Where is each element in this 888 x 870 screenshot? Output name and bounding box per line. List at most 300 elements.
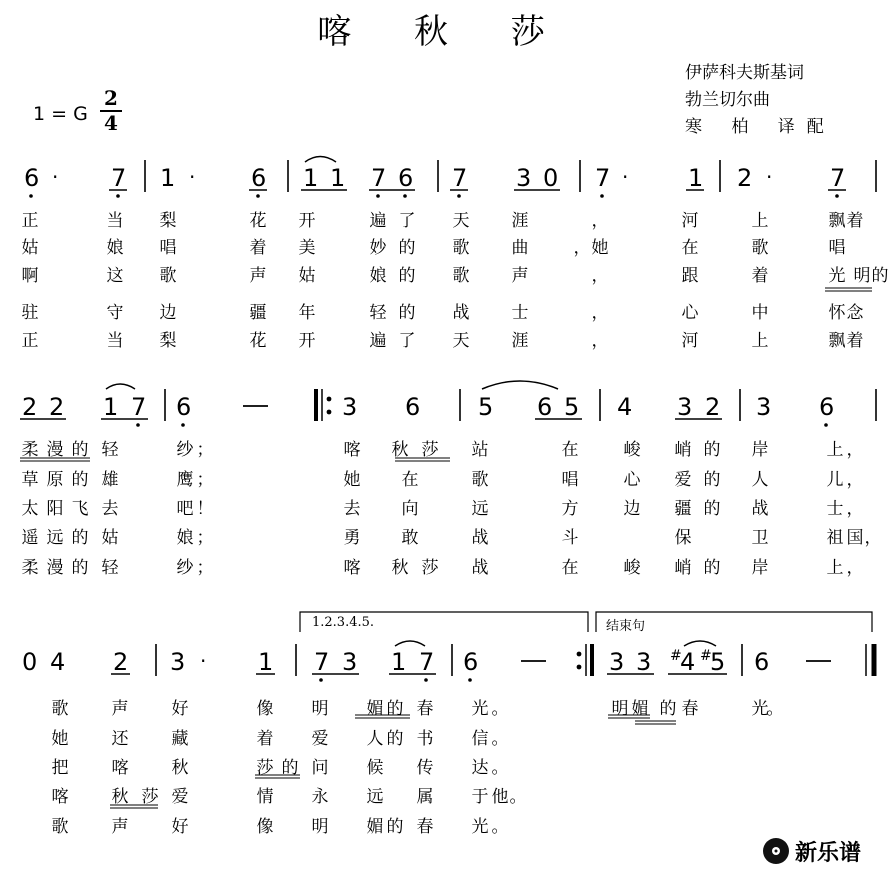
lyric-char: 好 bbox=[171, 699, 189, 719]
lyric-char: 喀 bbox=[343, 440, 361, 460]
svg-text:0: 0 bbox=[543, 164, 559, 192]
svg-text:1: 1 bbox=[303, 164, 319, 192]
svg-text:1: 1 bbox=[688, 164, 704, 192]
svg-text:1: 1 bbox=[258, 648, 274, 676]
lyric-char: 边 bbox=[159, 303, 177, 323]
lyric-char: 。 bbox=[491, 699, 509, 719]
lyric-char: 人 bbox=[366, 729, 384, 749]
lyric-char: 遍 bbox=[369, 331, 387, 351]
lyric-char: 怀 bbox=[828, 303, 846, 323]
lyric-char: 斗 bbox=[561, 528, 579, 548]
lyric-char: 着 bbox=[846, 331, 864, 351]
lyric-char: 岸 bbox=[751, 558, 769, 578]
lyric-char: 在 bbox=[681, 238, 699, 258]
lyric-char: 歌 bbox=[51, 699, 69, 719]
lyric-char: 莎 bbox=[421, 558, 439, 578]
lyric-char: 站 bbox=[471, 440, 489, 460]
lyric-char: 卫 bbox=[751, 528, 769, 548]
lyric-char: 飘 bbox=[828, 211, 846, 231]
measure-7 bbox=[20, 384, 148, 427]
lyric-char: 跟 bbox=[681, 266, 699, 286]
svg-text:6: 6 bbox=[754, 648, 770, 676]
lyric-char: 远 bbox=[366, 787, 384, 807]
svg-text:3: 3 bbox=[756, 393, 772, 421]
lyric-char: 的 bbox=[703, 558, 721, 578]
lyric-verse-5 bbox=[0, 553, 888, 577]
lyric-char: 春 bbox=[416, 699, 434, 719]
lyric-char: 的 bbox=[281, 758, 299, 778]
lyric-char: 在 bbox=[401, 470, 419, 490]
lyric-char: 疆 bbox=[674, 499, 692, 519]
lyric-char: 遥 bbox=[21, 528, 39, 548]
system-1-lyrics bbox=[0, 206, 888, 351]
lyric-char: 吧 bbox=[176, 499, 194, 519]
lyric-char: 娘 bbox=[106, 238, 124, 258]
lyric-char: 的 bbox=[703, 499, 721, 519]
lyric-char: 方 bbox=[561, 499, 579, 519]
lyric-char: 书 bbox=[416, 729, 434, 749]
svg-text:5: 5 bbox=[478, 393, 494, 421]
lyric-char: 当 bbox=[106, 331, 124, 351]
lyric-char: 河 bbox=[681, 331, 699, 351]
svg-text:#: # bbox=[670, 648, 682, 664]
measure-4 bbox=[450, 164, 560, 198]
svg-text:3: 3 bbox=[342, 393, 358, 421]
lyric-char: 了 bbox=[398, 331, 416, 351]
lyric-char: 的 bbox=[71, 470, 89, 490]
lyric-char: 明 bbox=[311, 699, 329, 719]
lyric-char: 她 bbox=[51, 729, 69, 749]
system-3-lyrics bbox=[0, 694, 888, 844]
lyric-char: 士 bbox=[826, 499, 844, 519]
svg-text:6: 6 bbox=[176, 393, 192, 421]
lyric-char: 莎 bbox=[256, 758, 274, 778]
lyric-char: 还 bbox=[111, 729, 129, 749]
lyric-char: 敢 bbox=[401, 528, 419, 548]
lyric-char: 河 bbox=[681, 211, 699, 231]
lyric-char: 的 bbox=[398, 238, 416, 258]
lyric-char: ， bbox=[846, 440, 864, 460]
lyric-char: 天 bbox=[452, 211, 470, 231]
lyric-verse-2 bbox=[0, 465, 888, 489]
svg-text:·: · bbox=[189, 165, 196, 189]
lyric-char: 的 bbox=[703, 470, 721, 490]
lyric-char: 人 bbox=[751, 470, 769, 490]
lyric-char: 的 bbox=[71, 440, 89, 460]
lyric-char: 花 bbox=[249, 211, 267, 231]
svg-text:7: 7 bbox=[111, 164, 127, 192]
lyric-char: 战 bbox=[471, 558, 489, 578]
vinyl-record-icon bbox=[760, 836, 792, 866]
lyric-char: ， bbox=[591, 303, 609, 323]
measure-8 bbox=[176, 393, 268, 427]
svg-text:3: 3 bbox=[636, 648, 652, 676]
translator-credit: 寒 柏 译配 bbox=[685, 117, 836, 137]
svg-text:#: # bbox=[700, 648, 712, 664]
svg-text:6: 6 bbox=[251, 164, 267, 192]
credits bbox=[685, 60, 836, 141]
lyric-char: 传 bbox=[416, 758, 434, 778]
lyric-char: 春 bbox=[681, 699, 699, 719]
svg-text:4: 4 bbox=[617, 393, 633, 421]
svg-text:2: 2 bbox=[22, 393, 38, 421]
lyric-verse-3 bbox=[0, 261, 888, 285]
lyric-verse-1 bbox=[0, 694, 888, 718]
lyric-char: 梨 bbox=[159, 331, 177, 351]
measure-9 bbox=[342, 393, 420, 421]
lyric-char: 上 bbox=[751, 331, 769, 351]
lyric-char: 像 bbox=[256, 817, 274, 837]
lyric-char: 上 bbox=[826, 558, 844, 578]
lyric-char: 信 bbox=[471, 729, 489, 749]
measure-2 bbox=[160, 164, 267, 198]
lyric-char: 上 bbox=[826, 440, 844, 460]
svg-text:7: 7 bbox=[131, 393, 147, 421]
svg-text:0: 0 bbox=[22, 648, 38, 676]
lyric-char: 好 bbox=[171, 817, 189, 837]
lyric-char: 歌 bbox=[471, 470, 489, 490]
system-3-notation bbox=[0, 610, 888, 690]
lyric-char: ， bbox=[846, 558, 864, 578]
lyric-char: 疆 bbox=[249, 303, 267, 323]
lyric-char: 轻 bbox=[369, 303, 387, 323]
lyric-char: 妙 bbox=[369, 238, 387, 258]
measure-15 bbox=[312, 641, 436, 682]
lyric-char: 声 bbox=[511, 266, 529, 286]
lyric-char: 战 bbox=[452, 303, 470, 323]
lyric-char: 。 bbox=[491, 729, 509, 749]
lyric-char: 莎 bbox=[421, 440, 439, 460]
svg-text:7: 7 bbox=[452, 164, 468, 192]
lyric-char: 着 bbox=[846, 211, 864, 231]
lyric-char: ； bbox=[196, 440, 214, 460]
lyric-char: 的 bbox=[871, 266, 888, 286]
lyric-char: 雄 bbox=[101, 470, 119, 490]
lyric-char: 莎 bbox=[141, 787, 159, 807]
composer-credit: 勃兰切尔曲 bbox=[685, 90, 770, 110]
lyric-char: 的 bbox=[386, 729, 404, 749]
lyric-char: 远 bbox=[471, 499, 489, 519]
lyric-char: 漫 bbox=[46, 440, 64, 460]
lyric-char: 岸 bbox=[751, 440, 769, 460]
svg-text:1: 1 bbox=[103, 393, 119, 421]
lyric-char: ， bbox=[591, 331, 609, 351]
lyric-char: 正 bbox=[21, 331, 39, 351]
lyric-char: 峻 bbox=[623, 440, 641, 460]
svg-text:·: · bbox=[766, 165, 773, 189]
lyric-char: 问 bbox=[311, 758, 329, 778]
measure-11 bbox=[617, 393, 722, 421]
lyric-char: 鹰 bbox=[176, 470, 194, 490]
measure-12 bbox=[756, 393, 834, 427]
lyric-char: 边 bbox=[623, 499, 641, 519]
lyric-verse-1 bbox=[0, 206, 888, 230]
lyric-char: 媚 bbox=[631, 699, 649, 719]
lyric-char: 。 bbox=[766, 699, 784, 719]
lyric-char: 远 bbox=[46, 528, 64, 548]
lyric-char: 她 bbox=[591, 238, 609, 258]
lyric-char: 媚 bbox=[366, 817, 384, 837]
lyric-char: 战 bbox=[751, 499, 769, 519]
lyric-verse-4 bbox=[0, 523, 888, 547]
lyric-char: 涯 bbox=[511, 211, 529, 231]
lyric-char: 正 bbox=[21, 211, 39, 231]
lyric-verse-3 bbox=[0, 753, 888, 777]
lyric-char: 光 bbox=[471, 699, 489, 719]
lyric-char: 姑 bbox=[101, 528, 119, 548]
lyric-char: 歌 bbox=[51, 817, 69, 837]
svg-text:1: 1 bbox=[160, 164, 176, 192]
lyric-char: 峭 bbox=[674, 558, 692, 578]
lyric-char: 飘 bbox=[828, 331, 846, 351]
lyric-char: 祖 bbox=[826, 528, 844, 548]
lyric-char: ！ bbox=[196, 499, 214, 519]
system-2-lyrics bbox=[0, 435, 888, 585]
svg-text:1: 1 bbox=[330, 164, 346, 192]
svg-text:2: 2 bbox=[113, 648, 129, 676]
lyricist-credit: 伊萨科夫斯基词 bbox=[685, 63, 804, 83]
measure-3 bbox=[301, 157, 415, 198]
system-3 bbox=[0, 610, 888, 850]
lyric-char: ， bbox=[864, 528, 882, 548]
lyric-char: 媚 bbox=[366, 699, 384, 719]
lyric-char: ， bbox=[846, 499, 864, 519]
svg-text:6: 6 bbox=[24, 164, 40, 192]
lyric-char: 心 bbox=[623, 470, 641, 490]
lyric-char: 了 bbox=[398, 211, 416, 231]
lyric-char: 歌 bbox=[751, 238, 769, 258]
lyric-char: 姑 bbox=[298, 266, 316, 286]
lyric-verse-4 bbox=[0, 298, 888, 322]
lyric-char: 歌 bbox=[159, 266, 177, 286]
lyric-char: 候 bbox=[366, 758, 384, 778]
lyric-char: 的 bbox=[71, 558, 89, 578]
lyric-char: 遍 bbox=[369, 211, 387, 231]
svg-text:6: 6 bbox=[537, 393, 553, 421]
svg-text:3: 3 bbox=[342, 648, 358, 676]
svg-text:2: 2 bbox=[49, 393, 65, 421]
lyric-char: 爱 bbox=[171, 787, 189, 807]
system-2-notation bbox=[0, 375, 888, 435]
lyric-char: 啊 bbox=[21, 266, 39, 286]
measure-10 bbox=[478, 381, 582, 421]
lyric-char: 在 bbox=[561, 440, 579, 460]
lyric-char: 藏 bbox=[171, 729, 189, 749]
svg-text:5: 5 bbox=[564, 393, 580, 421]
lyric-char: 像 bbox=[256, 699, 274, 719]
lyric-char: 把 bbox=[51, 758, 69, 778]
lyric-char: 。 bbox=[491, 817, 509, 837]
lyric-char: 声 bbox=[111, 699, 129, 719]
lyric-char: ； bbox=[196, 470, 214, 490]
svg-text:7: 7 bbox=[830, 164, 846, 192]
lyric-char: 纱 bbox=[176, 440, 194, 460]
lyric-char: 喀 bbox=[343, 558, 361, 578]
site-logo-text: 新乐谱 bbox=[795, 841, 862, 866]
lyric-char: 光 bbox=[751, 699, 769, 719]
svg-text:·: · bbox=[622, 165, 629, 189]
lyric-verse-4 bbox=[0, 782, 888, 806]
lyric-char: 娘 bbox=[176, 528, 194, 548]
lyric-char: 天 bbox=[452, 331, 470, 351]
lyric-char: 他 bbox=[491, 787, 509, 807]
measure-6 bbox=[737, 164, 846, 198]
lyric-char: 开 bbox=[298, 211, 316, 231]
lyric-char: 在 bbox=[561, 558, 579, 578]
svg-text:7: 7 bbox=[595, 164, 611, 192]
lyric-char: 曲 bbox=[511, 238, 529, 258]
lyric-char: 原 bbox=[46, 470, 64, 490]
measure-18 bbox=[754, 648, 831, 676]
lyric-char: 阳 bbox=[46, 499, 64, 519]
lyric-char: 当 bbox=[106, 211, 124, 231]
lyric-char: 明 bbox=[311, 817, 329, 837]
measure-1 bbox=[24, 164, 127, 198]
lyric-char: 去 bbox=[343, 499, 361, 519]
lyric-verse-2 bbox=[0, 724, 888, 748]
svg-text:3: 3 bbox=[170, 648, 186, 676]
svg-text:·: · bbox=[52, 165, 59, 189]
final-barline bbox=[866, 644, 874, 676]
system-2 bbox=[0, 375, 888, 585]
lyric-char: 战 bbox=[471, 528, 489, 548]
lyric-char: 明 bbox=[611, 699, 629, 719]
svg-text:2: 2 bbox=[705, 393, 721, 421]
lyric-char: 保 bbox=[674, 528, 692, 548]
lyric-char: 的 bbox=[703, 440, 721, 460]
lyric-char: 姑 bbox=[21, 238, 39, 258]
measure-13 bbox=[22, 648, 130, 676]
lyric-char: 着 bbox=[249, 238, 267, 258]
lyric-char: ； bbox=[196, 558, 214, 578]
lyric-char: 守 bbox=[106, 303, 124, 323]
lyric-char: 念 bbox=[846, 303, 864, 323]
time-signature bbox=[100, 88, 122, 134]
lyric-char: 爱 bbox=[311, 729, 329, 749]
lyric-char: 的 bbox=[386, 817, 404, 837]
song-title: 喀 秋 莎 bbox=[317, 12, 571, 52]
lyric-char: 上 bbox=[751, 211, 769, 231]
svg-text:6: 6 bbox=[405, 393, 421, 421]
time-signature-bottom: 4 bbox=[104, 111, 118, 135]
lyric-char: 唱 bbox=[561, 470, 579, 490]
lyric-char: 柔 bbox=[21, 558, 39, 578]
lyric-char: 属 bbox=[416, 787, 434, 807]
lyric-char: 声 bbox=[249, 266, 267, 286]
lyric-char: 心 bbox=[681, 303, 699, 323]
lyric-char: 开 bbox=[298, 331, 316, 351]
lyric-char: 歌 bbox=[452, 266, 470, 286]
lyric-char: 峭 bbox=[674, 440, 692, 460]
svg-text:2: 2 bbox=[737, 164, 753, 192]
lyric-char: 喀 bbox=[51, 787, 69, 807]
lyric-char: 年 bbox=[298, 303, 316, 323]
lyric-char: 唱 bbox=[828, 238, 846, 258]
lyric-char: 士 bbox=[511, 303, 529, 323]
lyric-char: 花 bbox=[249, 331, 267, 351]
lyric-char: 轻 bbox=[101, 440, 119, 460]
svg-text:7: 7 bbox=[371, 164, 387, 192]
lyric-char: 声 bbox=[111, 817, 129, 837]
lyric-verse-2 bbox=[0, 233, 888, 257]
volta-1-label: 1.2.3.4.5. bbox=[312, 615, 375, 630]
lyric-char: 梨 bbox=[159, 211, 177, 231]
svg-text:6: 6 bbox=[463, 648, 479, 676]
lyric-char: 的 bbox=[71, 528, 89, 548]
lyric-char: 峻 bbox=[623, 558, 641, 578]
lyric-char: ， bbox=[846, 470, 864, 490]
lyric-char: 爱 bbox=[674, 470, 692, 490]
repeat-start-sign bbox=[316, 389, 331, 421]
lyric-char: 儿 bbox=[826, 470, 844, 490]
svg-text:4: 4 bbox=[50, 648, 66, 676]
svg-text:·: · bbox=[200, 649, 207, 673]
svg-text:6: 6 bbox=[398, 164, 414, 192]
lyric-char: 情 bbox=[256, 787, 274, 807]
lyric-char: 光 bbox=[828, 266, 846, 286]
lyric-char: 驻 bbox=[21, 303, 39, 323]
key-signature: 1 = G bbox=[33, 103, 88, 125]
lyric-char: 去 bbox=[101, 499, 119, 519]
lyric-char: 美 bbox=[298, 238, 316, 258]
volta-2-label: 结束句 bbox=[606, 619, 646, 634]
measure-5 bbox=[595, 164, 704, 198]
svg-text:4: 4 bbox=[680, 648, 696, 676]
lyric-char: 秋 bbox=[111, 787, 129, 807]
lyric-char: 达 bbox=[471, 758, 489, 778]
lyric-char: ， bbox=[591, 266, 609, 286]
svg-text:5: 5 bbox=[710, 648, 726, 676]
lyric-char: 中 bbox=[751, 303, 769, 323]
svg-text:7: 7 bbox=[419, 648, 435, 676]
lyric-char: ， bbox=[573, 238, 591, 258]
measure-16 bbox=[463, 648, 546, 682]
lyric-char: 光 bbox=[471, 817, 489, 837]
lyric-verse-3 bbox=[0, 494, 888, 518]
system-1-notation bbox=[0, 150, 888, 210]
lyric-verse-1 bbox=[0, 435, 888, 459]
lyric-verse-5 bbox=[0, 326, 888, 350]
svg-text:3: 3 bbox=[516, 164, 532, 192]
lyric-char: 纱 bbox=[176, 558, 194, 578]
lyric-char: 向 bbox=[401, 499, 419, 519]
measure-17 bbox=[607, 641, 727, 676]
lyric-verse-5 bbox=[0, 812, 888, 836]
lyric-char: 着 bbox=[751, 266, 769, 286]
lyric-char: 的 bbox=[398, 266, 416, 286]
lyric-char: 于 bbox=[471, 787, 489, 807]
lyric-char: ， bbox=[591, 211, 609, 231]
lyric-char: 唱 bbox=[159, 238, 177, 258]
lyric-char: ； bbox=[196, 528, 214, 548]
svg-text:3: 3 bbox=[609, 648, 625, 676]
svg-text:3: 3 bbox=[677, 393, 693, 421]
lyric-char: 轻 bbox=[101, 558, 119, 578]
lyric-char: 柔 bbox=[21, 440, 39, 460]
lyric-char: 春 bbox=[416, 817, 434, 837]
svg-text:1: 1 bbox=[391, 648, 407, 676]
repeat-end-sign bbox=[577, 644, 592, 676]
lyric-char: 娘 bbox=[369, 266, 387, 286]
lyric-char: 歌 bbox=[452, 238, 470, 258]
lyric-char: 她 bbox=[343, 470, 361, 490]
lyric-char: 明 bbox=[853, 266, 871, 286]
measure-14 bbox=[170, 648, 275, 676]
lyric-char: 永 bbox=[311, 787, 329, 807]
lyric-char: 秋 bbox=[391, 558, 409, 578]
lyric-char: 草 bbox=[21, 470, 39, 490]
lyric-char: 的 bbox=[386, 699, 404, 719]
